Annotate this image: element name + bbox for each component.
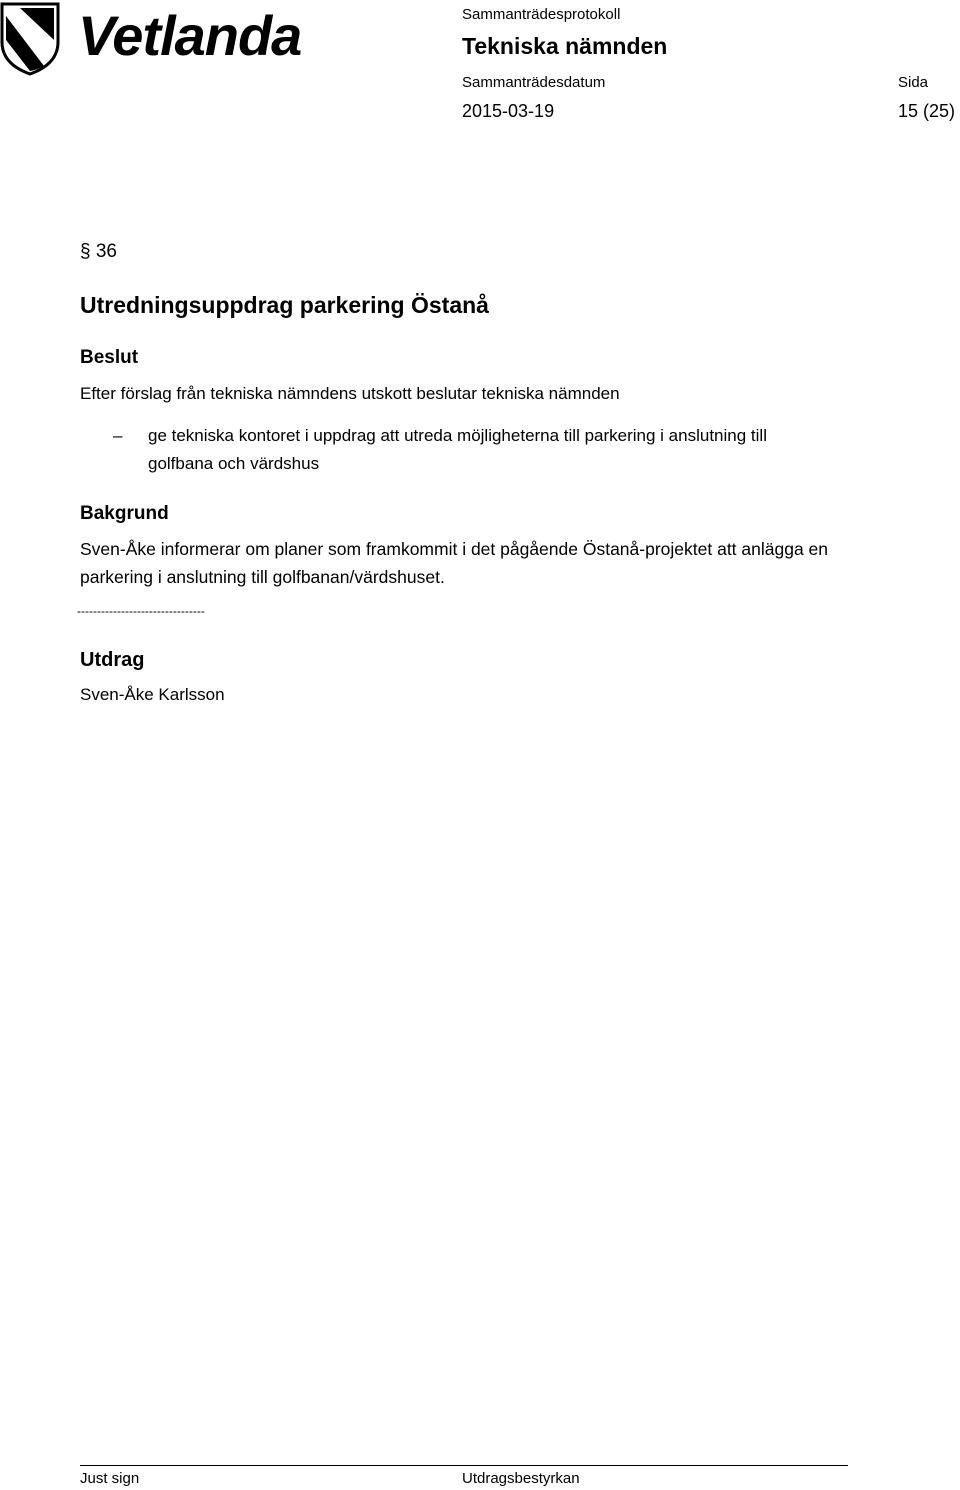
separator-line: -------------------------------- — [77, 604, 205, 618]
footer-rule — [80, 1465, 848, 1466]
page-label: Sida — [898, 74, 929, 91]
vetlanda-logo-wordmark: Vetlanda — [78, 4, 302, 67]
meeting-date-label: Sammanträdesdatum — [462, 74, 606, 91]
extract-recipient: Sven-Åke Karlsson — [80, 685, 225, 704]
background-text: Sven-Åke informerar om planer som framkommit i det pågående Östanå-projektet att anlägga en parkering i anslutning till golfbanan/värdshuset. — [80, 539, 829, 587]
decision-intro: Efter förslag från tekniska nämndens utskott beslutar tekniska nämnden — [80, 384, 620, 403]
page-number: 15 (25) — [898, 101, 956, 121]
bullet-dash: – — [113, 426, 123, 445]
paragraph-number — [80, 240, 117, 264]
section-sign: § — [80, 241, 91, 262]
extract-certification-label: Utdragsbestyrkan — [462, 1470, 580, 1487]
board-name: Tekniska nämnden — [462, 33, 668, 59]
decision-bullet-text: ge tekniska kontoret i uppdrag att utreda möjligheterna till parkering i anslutning till golfbana och värdshus — [148, 426, 767, 473]
paragraph-number-value: 36 — [95, 241, 117, 262]
vetlanda-coat-of-arms-logo — [0, 2, 60, 76]
document-type: Sammanträdesprotokoll — [462, 6, 621, 23]
decision-heading: Beslut — [80, 347, 139, 368]
background-heading: Bakgrund — [80, 503, 169, 524]
justification-signature-label: Just sign — [80, 1470, 140, 1487]
extract-heading: Utdrag — [80, 649, 145, 671]
item-title: Utredningsuppdrag parkering Östanå — [80, 292, 489, 318]
meeting-date: 2015-03-19 — [462, 101, 555, 121]
